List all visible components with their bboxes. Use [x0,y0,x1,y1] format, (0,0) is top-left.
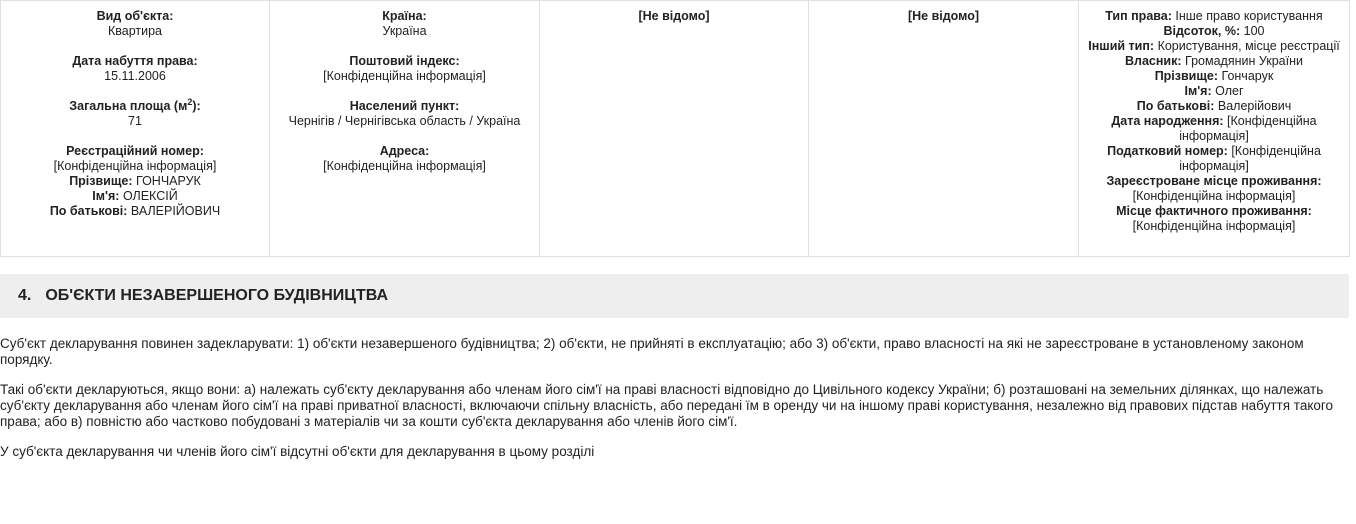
owner-value: Громадянин України [1185,54,1303,68]
actual-residence-value: [Конфіденційна інформація] [1132,219,1296,233]
object-type-value: Квартира [107,24,163,38]
surname-label: Прізвище: [1154,69,1219,83]
right-type-value: Інше право користування [1175,9,1323,23]
tax-number-label: Податковий номер: [1107,144,1228,158]
name-value: ОЛЕКСІЙ [122,189,178,203]
patronymic-label: По батькові: [49,204,128,218]
surname-value: ГОНЧАРУК [136,174,201,188]
location-cell [270,1,540,257]
right-info-cell [1079,1,1350,257]
percent-value: 100 [1243,24,1265,38]
unknown-value: [Не відомо] [638,9,710,23]
other-type-value: Користування, місце реєстрації [1157,39,1340,53]
address-label: Адреса: [379,144,430,158]
patronymic-label: По батькові: [1136,99,1215,113]
patronymic-value: Валерійович [1217,99,1292,113]
surname-value: Гончарук [1221,69,1274,83]
unknown-value: [Не відомо] [907,9,980,23]
acquisition-date-label: Дата набуття права: [72,54,198,68]
owner-label: Власник: [1125,54,1182,68]
section-title: ОБ'ЄКТИ НЕЗАВЕРШЕНОГО БУДІВНИЦТВА [45,287,389,304]
section-criteria-paragraph: Такі об'єкти декларуються, якщо вони: а) належать суб'єкту декларування або членам його сім'ї на праві власності відповідно до Цивільного кодексу України; б) розташовані на земельних ділянках, що належать суб'єкту декларування або членам його сім'ї на праві приватної власності, включаючи спільну власність, або передані їм в оренду чи на іншому праві користування, незалежно від правових підстав набуття такого права; або в) повністю або частково побудовані з матеріалів чи за кошти суб'єкта декларування або членів його сім'ї. [0,382,1334,429]
birth-date-label: Дата народження: [1111,114,1224,128]
area-label: Загальна площа $(м^2)$: [69,96,201,113]
country-value: Україна [382,24,427,38]
name-label: Ім'я: [92,189,120,203]
section-number: 4. [18,287,32,304]
unknown-cell-1 [540,1,809,257]
object-info-cell [1,1,270,257]
percent-label: Відсоток, %: [1163,24,1241,38]
patronymic-value: ВАЛЕРІЙОВИЧ [130,204,221,218]
registration-number-value: [Конфіденційна інформація] [53,159,217,173]
section-description-paragraph: Суб'єкт декларування повинен задекларувати: 1) об'єкти незавершеного будівництва; 2) об'єкти, не прийняті в експлуатацію; або 3) об'єкти, право власності на які не зареєстроване в установленому законом порядку. [0,336,1304,367]
area-value: 71 [128,114,142,128]
registered-residence-value: [Конфіденційна інформація] [1132,189,1296,203]
actual-residence-label: Місце фактичного проживання: [1116,204,1312,218]
registered-residence-label: Зареєстроване місце проживання: [1106,174,1322,188]
section-empty-notice: У суб'єкта декларування чи членів його сім'ї відсутні об'єкти для декларування в цьому розділі [0,444,595,459]
table-row [1,1,1350,257]
locality-value: Чернігів / Чернігівська область / Україна [288,114,521,128]
acquisition-date-value: 15.11.2006 [104,69,166,83]
object-type-label: Вид об'єкта: [96,9,174,23]
name-value: Олег [1215,84,1244,98]
other-type-label: Інший тип: [1088,39,1155,53]
registration-number-label: Реєстраційний номер: [66,144,204,158]
birth-date-value: [Конфіденційна інформація] [1179,114,1317,143]
country-label: Країна: [382,9,427,23]
section-header [0,274,1349,318]
postal-code-value: [Конфіденційна інформація] [323,69,486,83]
name-label: Ім'я: [1184,84,1212,98]
postal-code-label: Поштовий індекс: [349,54,460,68]
tax-number-value: [Конфіденційна інформація] [1179,144,1321,173]
property-table [0,0,1350,257]
locality-label: Населений пункт: [349,99,460,113]
address-value: [Конфіденційна інформація] [323,159,486,173]
surname-label: Прізвище: [69,174,133,188]
unknown-cell-2 [809,1,1079,257]
right-type-label: Тип права: [1105,9,1172,23]
